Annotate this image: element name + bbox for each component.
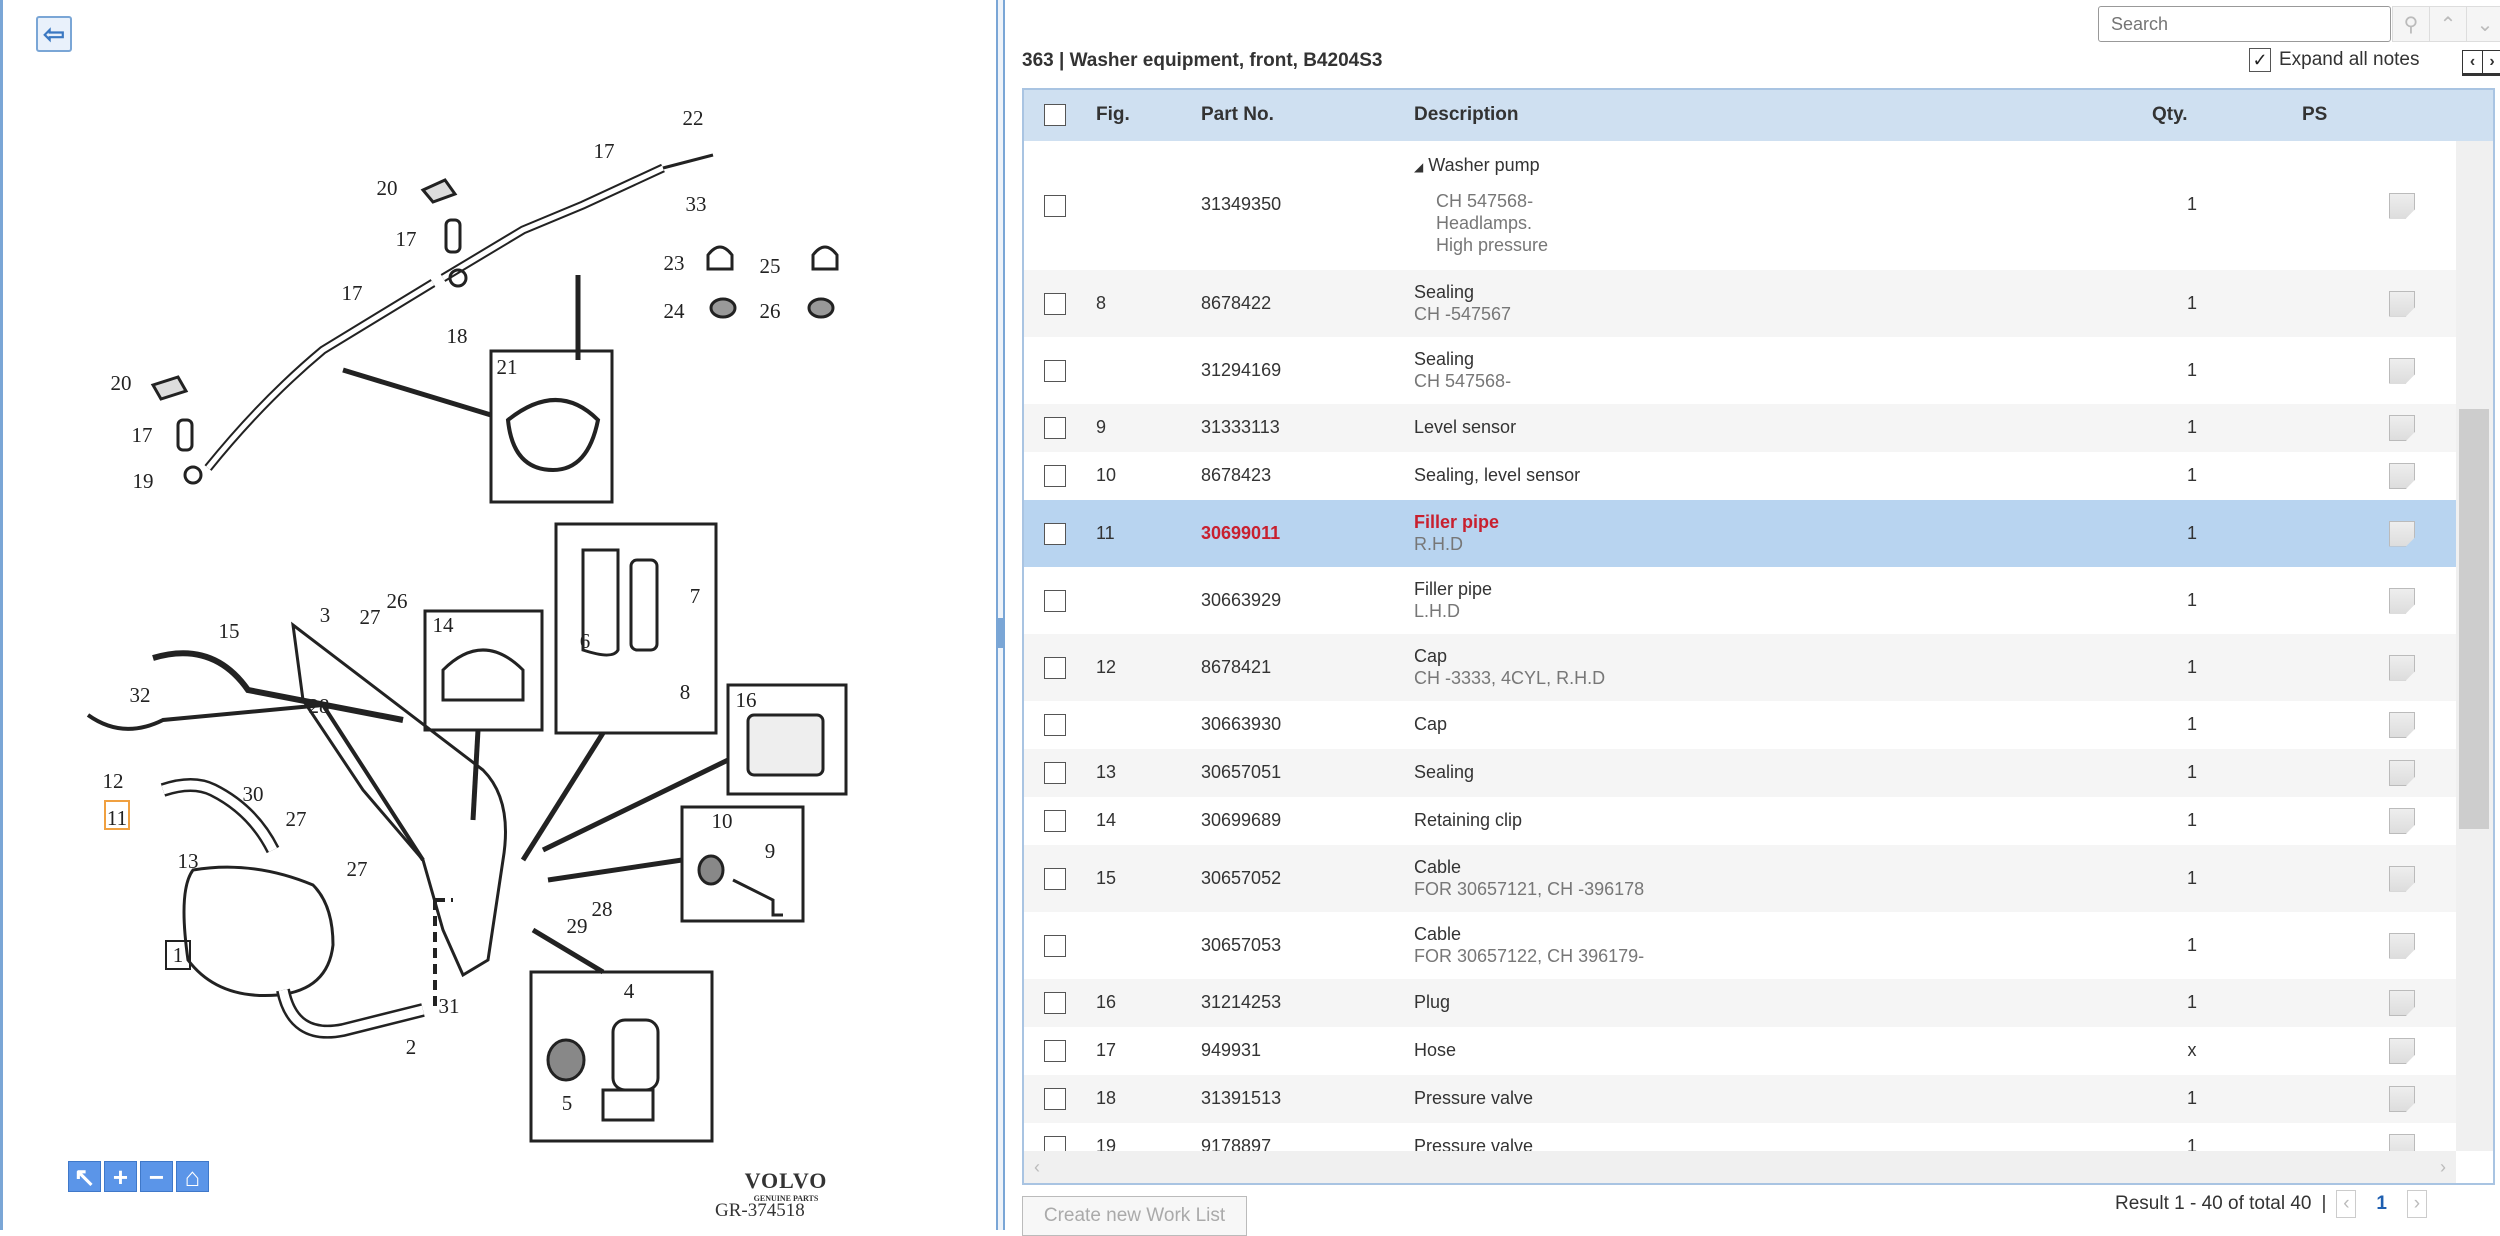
description-note: CH -3333, 4CYL, R.H.D	[1414, 668, 1606, 688]
fig-number: 19	[1096, 1136, 1117, 1151]
search-icon: ⚲	[2403, 13, 2419, 36]
parts-diagram	[3, 0, 999, 1230]
fig-number: 18	[1096, 1088, 1117, 1108]
note-icon[interactable]	[2389, 655, 2415, 681]
note-icon[interactable]	[2389, 1086, 2415, 1112]
zoom-out-icon[interactable]: −	[140, 1161, 173, 1192]
table-row[interactable]	[1024, 634, 2456, 701]
table-row[interactable]	[1024, 797, 2456, 845]
callout-17[interactable]: 17	[593, 139, 615, 163]
volvo-logo	[741, 1168, 831, 1203]
logo-tagline: GENUINE PARTS	[753, 1194, 819, 1203]
row-checkbox[interactable]	[1044, 1040, 1066, 1062]
create-work-list-button[interactable]: Create new Work List	[1022, 1196, 1247, 1236]
quantity: 1	[2186, 589, 2198, 610]
previous-section-button[interactable]: ‹	[2469, 53, 2476, 70]
quantity: 1	[2186, 714, 2198, 734]
table-row[interactable]	[1024, 141, 2456, 270]
illustration-id: GR-374518	[715, 1200, 805, 1221]
row-checkbox[interactable]	[1044, 195, 1066, 217]
row-checkbox[interactable]	[1044, 293, 1066, 315]
panel-splitter[interactable]	[996, 0, 1005, 1230]
note-icon[interactable]	[2389, 933, 2415, 959]
row-checkbox[interactable]	[1044, 714, 1066, 736]
note-icon[interactable]	[2389, 358, 2415, 384]
row-checkbox[interactable]	[1044, 657, 1066, 679]
quantity: 1	[2186, 934, 2198, 955]
note-icon[interactable]	[2389, 463, 2415, 489]
row-checkbox[interactable]	[1044, 810, 1066, 832]
description: Plug	[1414, 992, 1451, 1012]
column-ps[interactable]: PS	[2302, 104, 2328, 125]
arrow-left-icon: ⇦	[43, 18, 65, 49]
callout-28[interactable]: 28	[591, 897, 613, 921]
callout-17[interactable]: 17	[341, 281, 363, 305]
row-checkbox[interactable]	[1044, 1136, 1066, 1151]
callout-25[interactable]: 25	[759, 254, 781, 278]
description-note: FOR 30657122, CH 396179-	[1414, 946, 1645, 966]
fig-number: 11	[1096, 522, 1115, 543]
description-note: High pressure	[1436, 235, 1549, 255]
splitter-grip[interactable]	[998, 618, 1003, 648]
description: Level sensor	[1414, 417, 1517, 437]
row-checkbox[interactable]	[1044, 1088, 1066, 1110]
fig-number: 12	[1096, 656, 1117, 677]
fig-number: 17	[1096, 1040, 1117, 1060]
diagram-toolbar	[68, 1161, 209, 1192]
table-row[interactable]	[1024, 500, 2456, 567]
description: Cable	[1414, 924, 1462, 944]
quantity: 1	[2186, 762, 2198, 782]
expand-all-notes[interactable]	[2249, 48, 2420, 72]
part-number[interactable]: 30663930	[1201, 714, 1282, 734]
part-number[interactable]: 30663929	[1201, 589, 1282, 610]
callout-26[interactable]: 26	[759, 299, 781, 323]
description: Sealing	[1414, 349, 1475, 369]
callout-1[interactable]: 1	[172, 943, 184, 967]
parts-table	[1022, 88, 2495, 1185]
collapse-triangle-icon[interactable]: ◢	[1414, 160, 1424, 174]
part-number[interactable]: 30699689	[1201, 810, 1282, 830]
callout-11[interactable]: 11	[106, 806, 128, 830]
table-row[interactable]	[1024, 404, 2456, 452]
callout-9[interactable]: 9	[764, 839, 776, 863]
prev-page-button[interactable]: ‹	[2336, 1190, 2356, 1218]
description: Sealing	[1414, 762, 1475, 782]
quantity: 1	[2186, 522, 2198, 543]
description: Filler pipe	[1414, 579, 1493, 599]
fig-number: 8	[1096, 292, 1107, 313]
callout-31[interactable]: 31	[438, 994, 460, 1018]
table-row[interactable]	[1024, 749, 2456, 797]
note-icon[interactable]	[2389, 588, 2415, 614]
callout-7[interactable]: 7	[689, 584, 701, 608]
current-page[interactable]: 1	[2376, 1193, 2387, 1214]
scrollbar-thumb[interactable]	[2459, 409, 2489, 829]
description-note: CH 547568-	[1436, 191, 1534, 211]
callout-2[interactable]: 2	[405, 1035, 417, 1059]
table-row[interactable]	[1024, 337, 2456, 404]
chevron-down-icon: ⌄	[2476, 13, 2494, 36]
callout-20[interactable]: 20	[376, 176, 398, 200]
description-note: Headlamps.	[1436, 213, 1533, 233]
part-number[interactable]: 949931	[1201, 1040, 1262, 1060]
home-icon[interactable]: ⌂	[176, 1161, 209, 1192]
callout-17[interactable]: 17	[131, 423, 153, 447]
expand-all-notes-label: Expand all notes	[2279, 49, 2420, 70]
callout-26[interactable]: 26	[386, 589, 408, 613]
fig-number: 13	[1096, 762, 1117, 782]
row-checkbox[interactable]	[1044, 360, 1066, 382]
callout-32[interactable]: 32	[129, 683, 151, 707]
quantity: 1	[2186, 359, 2198, 380]
logo-brand: VOLVO	[744, 1168, 828, 1193]
parts-list-panel	[1005, 0, 2500, 1230]
callout-33[interactable]: 33	[685, 192, 707, 216]
note-icon[interactable]	[2389, 415, 2415, 441]
callout-10[interactable]: 10	[711, 809, 733, 833]
callout-17[interactable]: 17	[395, 227, 417, 251]
row-checkbox[interactable]	[1044, 465, 1066, 487]
callout-21[interactable]: 21	[496, 355, 518, 379]
part-number[interactable]: 8678422	[1201, 292, 1272, 313]
description-note: R.H.D	[1414, 534, 1463, 554]
callout-12[interactable]: 12	[102, 769, 124, 793]
description: Pressure valve	[1414, 1136, 1534, 1151]
callout-4[interactable]: 4	[623, 979, 635, 1003]
part-number[interactable]: 8678423	[1201, 465, 1272, 485]
quantity: 1	[2186, 465, 2198, 485]
description: Pressure valve	[1414, 1088, 1534, 1108]
quantity: 1	[2186, 656, 2198, 677]
result-count: Result 1 - 40 of total 40	[2115, 1193, 2312, 1214]
part-number[interactable]: 30657052	[1201, 867, 1282, 888]
table-row[interactable]	[1024, 567, 2456, 634]
callout-28[interactable]: 28	[308, 694, 330, 718]
part-number[interactable]: 9178897	[1201, 1136, 1272, 1151]
description-note: CH 547568-	[1414, 371, 1512, 391]
description-note: L.H.D	[1414, 601, 1461, 621]
description: Cap	[1414, 714, 1448, 734]
diagram-lines	[88, 155, 846, 1141]
description: Sealing, level sensor	[1414, 465, 1581, 485]
quantity: 1	[2186, 193, 2198, 214]
fig-number: 10	[1096, 465, 1117, 485]
select-all-checkbox[interactable]	[1044, 104, 1066, 126]
row-checkbox[interactable]	[1044, 417, 1066, 439]
quantity: 1	[2186, 292, 2198, 313]
callout-13[interactable]: 13	[177, 849, 199, 873]
note-icon[interactable]	[2389, 808, 2415, 834]
table-body	[1024, 141, 2456, 1151]
callout-30[interactable]: 30	[242, 782, 264, 806]
vertical-scrollbar[interactable]	[2456, 141, 2493, 1151]
fig-number: 15	[1096, 867, 1117, 888]
pagination: Result 1 - 40 of total 40 | ‹ 1 ›	[2115, 1190, 2427, 1218]
quantity: 1	[2186, 1088, 2198, 1108]
callout-16[interactable]: 16	[735, 688, 757, 712]
next-section-button[interactable]: ›	[2482, 51, 2500, 73]
part-number[interactable]: 31349350	[1201, 193, 1282, 214]
table-row[interactable]	[1024, 1027, 2456, 1075]
note-icon[interactable]	[2389, 291, 2415, 317]
table-row[interactable]	[1024, 912, 2456, 979]
description-note: CH -547567	[1414, 304, 1512, 324]
part-number[interactable]: 8678421	[1201, 656, 1272, 677]
table-row[interactable]	[1024, 452, 2456, 500]
expand-all-notes-checkbox[interactable]: ✓	[2249, 48, 2271, 72]
description: Retaining clip	[1414, 810, 1523, 830]
callout-5[interactable]: 5	[561, 1091, 573, 1115]
part-number[interactable]: 30699011	[1201, 522, 1281, 543]
callout-3[interactable]: 3	[319, 603, 331, 627]
fig-number: 9	[1096, 417, 1107, 437]
description: Cable	[1414, 857, 1462, 877]
row-checkbox[interactable]	[1044, 590, 1066, 612]
table-row[interactable]	[1024, 1123, 2456, 1151]
part-number[interactable]: 30657053	[1201, 934, 1282, 955]
column-description[interactable]: Description	[1414, 104, 1519, 125]
note-icon[interactable]	[2389, 866, 2415, 892]
callout-24[interactable]: 24	[663, 299, 685, 323]
callout-22[interactable]: 22	[682, 106, 704, 130]
part-number[interactable]: 30657051	[1201, 762, 1282, 782]
quantity: 1	[2186, 810, 2198, 830]
callout-15[interactable]: 15	[218, 619, 240, 643]
horizontal-scrollbar[interactable]: ‹ ›	[1024, 1151, 2456, 1185]
table-row[interactable]	[1024, 979, 2456, 1027]
column-fig[interactable]: Fig.	[1096, 104, 1130, 125]
search-prev-button[interactable]	[2429, 6, 2467, 42]
table-row[interactable]	[1024, 845, 2456, 912]
description: Sealing	[1414, 282, 1475, 302]
note-icon[interactable]	[2389, 712, 2415, 738]
callout-27[interactable]: 27	[359, 605, 381, 629]
row-checkbox[interactable]	[1044, 762, 1066, 784]
description: Washer pump	[1428, 155, 1540, 175]
callout-29[interactable]: 29	[566, 914, 588, 938]
quantity: x	[2187, 1040, 2197, 1060]
fig-number: 16	[1096, 992, 1117, 1012]
part-number[interactable]: 31391513	[1201, 1088, 1282, 1108]
table-row[interactable]	[1024, 1075, 2456, 1123]
row-checkbox[interactable]	[1044, 523, 1066, 545]
note-icon[interactable]	[2389, 1038, 2415, 1064]
column-part-no[interactable]: Part No.	[1201, 104, 1274, 125]
page-title: 363 | Washer equipment, front, B4204S3	[1022, 50, 1383, 71]
row-checkbox[interactable]	[1044, 992, 1066, 1014]
callout-6[interactable]: 6	[579, 629, 591, 653]
note-icon[interactable]	[2389, 990, 2415, 1016]
search-next-button[interactable]	[2466, 6, 2500, 42]
zoom-in-icon[interactable]: +	[104, 1161, 137, 1192]
chevron-up-icon: ⌃	[2439, 13, 2457, 36]
callout-27[interactable]: 27	[346, 857, 368, 881]
table-row[interactable]	[1024, 701, 2456, 749]
row-checkbox[interactable]	[1044, 935, 1066, 957]
table-header	[1024, 90, 2493, 141]
part-number[interactable]: 31333113	[1201, 417, 1280, 437]
quantity: 1	[2186, 867, 2198, 888]
row-checkbox[interactable]	[1044, 868, 1066, 890]
note-icon[interactable]	[2389, 760, 2415, 786]
fig-number: 14	[1096, 810, 1117, 830]
illustration-panel	[0, 0, 996, 1230]
note-icon[interactable]	[2389, 1134, 2415, 1151]
description: Filler pipe	[1414, 512, 1500, 532]
description-note: FOR 30657121, CH -396178	[1414, 879, 1645, 899]
table-row[interactable]	[1024, 270, 2456, 337]
search-button[interactable]	[2392, 6, 2430, 42]
part-number[interactable]: 31294169	[1201, 359, 1282, 380]
callout-23[interactable]: 23	[663, 251, 685, 275]
callout-27[interactable]: 27	[285, 807, 307, 831]
pointer-icon[interactable]: ↖	[68, 1161, 101, 1192]
quantity: 1	[2186, 992, 2198, 1012]
quantity: 1	[2186, 1136, 2198, 1151]
callout-8[interactable]: 8	[679, 680, 691, 704]
callout-14[interactable]: 14	[432, 613, 454, 637]
description: Hose	[1414, 1040, 1457, 1060]
callout-18[interactable]: 18	[446, 324, 468, 348]
quantity: 1	[2186, 417, 2198, 437]
part-number[interactable]: 31214253	[1201, 992, 1282, 1012]
section-nav	[2462, 50, 2500, 76]
column-qty[interactable]: Qty.	[2152, 104, 2188, 125]
note-icon[interactable]	[2389, 193, 2415, 219]
description: Cap	[1414, 646, 1448, 666]
callout-20[interactable]: 20	[110, 371, 132, 395]
callout-19[interactable]: 19	[132, 469, 154, 493]
next-page-button[interactable]: ›	[2407, 1190, 2427, 1218]
search-input[interactable]	[2098, 6, 2391, 42]
note-icon[interactable]	[2389, 521, 2415, 547]
